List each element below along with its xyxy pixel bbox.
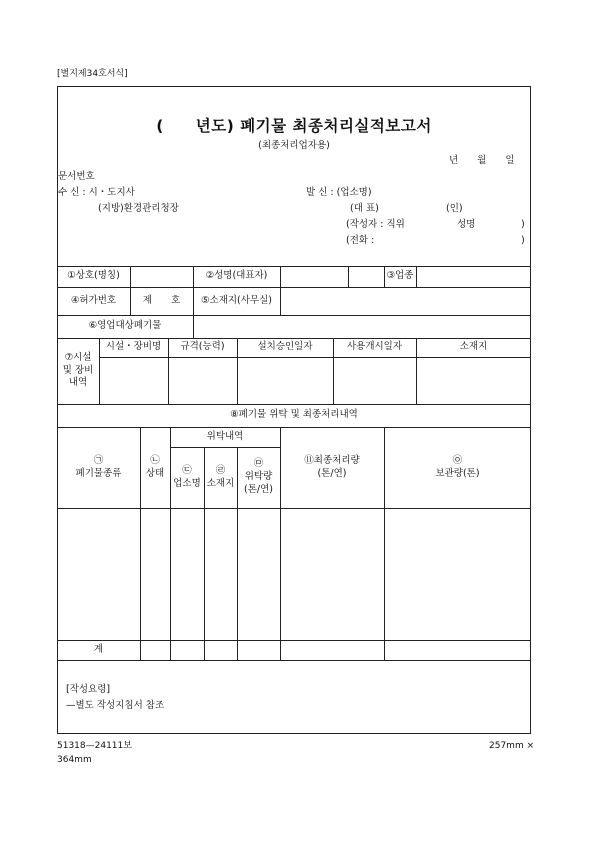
col-mark: ㉣ [215,464,226,476]
facility-col-install-date: 설치승인일자 [257,341,313,353]
sender-label: 발 신 : (업소명) [306,187,372,198]
rule [193,315,194,338]
col-label: 상태 [145,467,165,479]
col-label: 보관량(톤) [435,467,480,479]
facility-label [57,338,99,404]
rule [280,266,281,287]
footer-size-right: 364mm [57,755,92,765]
col-group-consignment: 위탁내역 [206,430,244,442]
facility-label-line: ⑦시설 [64,351,92,363]
col-unit: (톤/연) [244,483,273,495]
footer-code: 51318—24111보 [57,741,132,751]
phone-close: ) [521,235,525,246]
col-unit: (톤/연) [317,467,347,479]
notes-line: —별도 작성지침서 참조 [66,700,165,711]
notes-title: [작성요령] [66,684,111,695]
recipient-label: 수 신 : 시・도지사 [58,187,135,198]
rule [130,266,131,287]
page-title: ( 년도) 폐기물 최종처리실적보고서 [156,117,432,135]
location-label: ⑤소재지(사무실) [201,294,272,306]
phone-label: (전화 : [346,235,375,246]
facility-col-location: 소재지 [459,341,488,353]
col-label: 위탁량 [244,471,273,483]
rule [57,660,531,661]
date-label: 년 월 일 [449,155,515,166]
col-mark: ㉧ [452,454,463,466]
col-mark: ㉤ [253,458,264,470]
col-mark: ㉠ [93,454,104,466]
license-number-label: ④허가번호 [70,294,117,306]
col-company [170,447,204,508]
footer-size-left: 257mm × [489,741,535,751]
facility-col-start-date: 사용개시일자 [346,341,403,353]
rule [99,357,531,358]
author-label: (작성자 : 직위 [346,219,405,230]
rule [280,287,281,315]
col-storage [384,427,531,508]
industry-label: ③업종 [386,270,414,282]
col-state [140,427,170,508]
form-id: [별지제34호서식] [57,69,128,79]
col-label: 폐기물종류 [75,467,122,479]
col-mark: ㉡ [150,454,160,466]
license-number-mid: 제 호 [142,294,181,306]
col-address [204,447,237,508]
author-close: ) [521,219,525,230]
facility-label-line: 내역 [68,377,88,389]
page-subtitle: (최종처리업자용) [258,140,330,151]
col-label: 소재지 [206,477,235,489]
representative-label: (대 표) [350,203,379,214]
facility-label-line: 및 장비 [62,364,94,376]
col-label: 업소명 [173,477,201,489]
seal-label: (인) [446,203,463,214]
ceo-name-label: ②성명(대표자) [205,270,268,282]
facility-col-spec: 규격(능력) [180,341,225,353]
author-name-label: 성명 [457,219,476,230]
total-label: 계 [93,643,104,655]
facility-col-name: 시설・장비명 [105,341,162,353]
rule [416,266,417,287]
rule [348,266,349,287]
col-amount [237,447,280,508]
col-label: ⑪최종처리량 [304,454,360,466]
col-mark: ㉢ [182,464,192,476]
business-name-label: ①상호(명칭) [67,270,120,282]
col-final-amount [280,427,384,508]
recipient-sub-label: (지방)환경관리청장 [98,203,179,214]
rule [57,508,531,509]
col-waste-type [57,427,140,508]
doc-number-label: 문서번호 [58,171,95,182]
consignment-section-title: ⑧폐기물 위탁 및 최종처리내역 [230,409,358,421]
waste-type-label: ⑥영업대상폐기물 [88,320,162,332]
